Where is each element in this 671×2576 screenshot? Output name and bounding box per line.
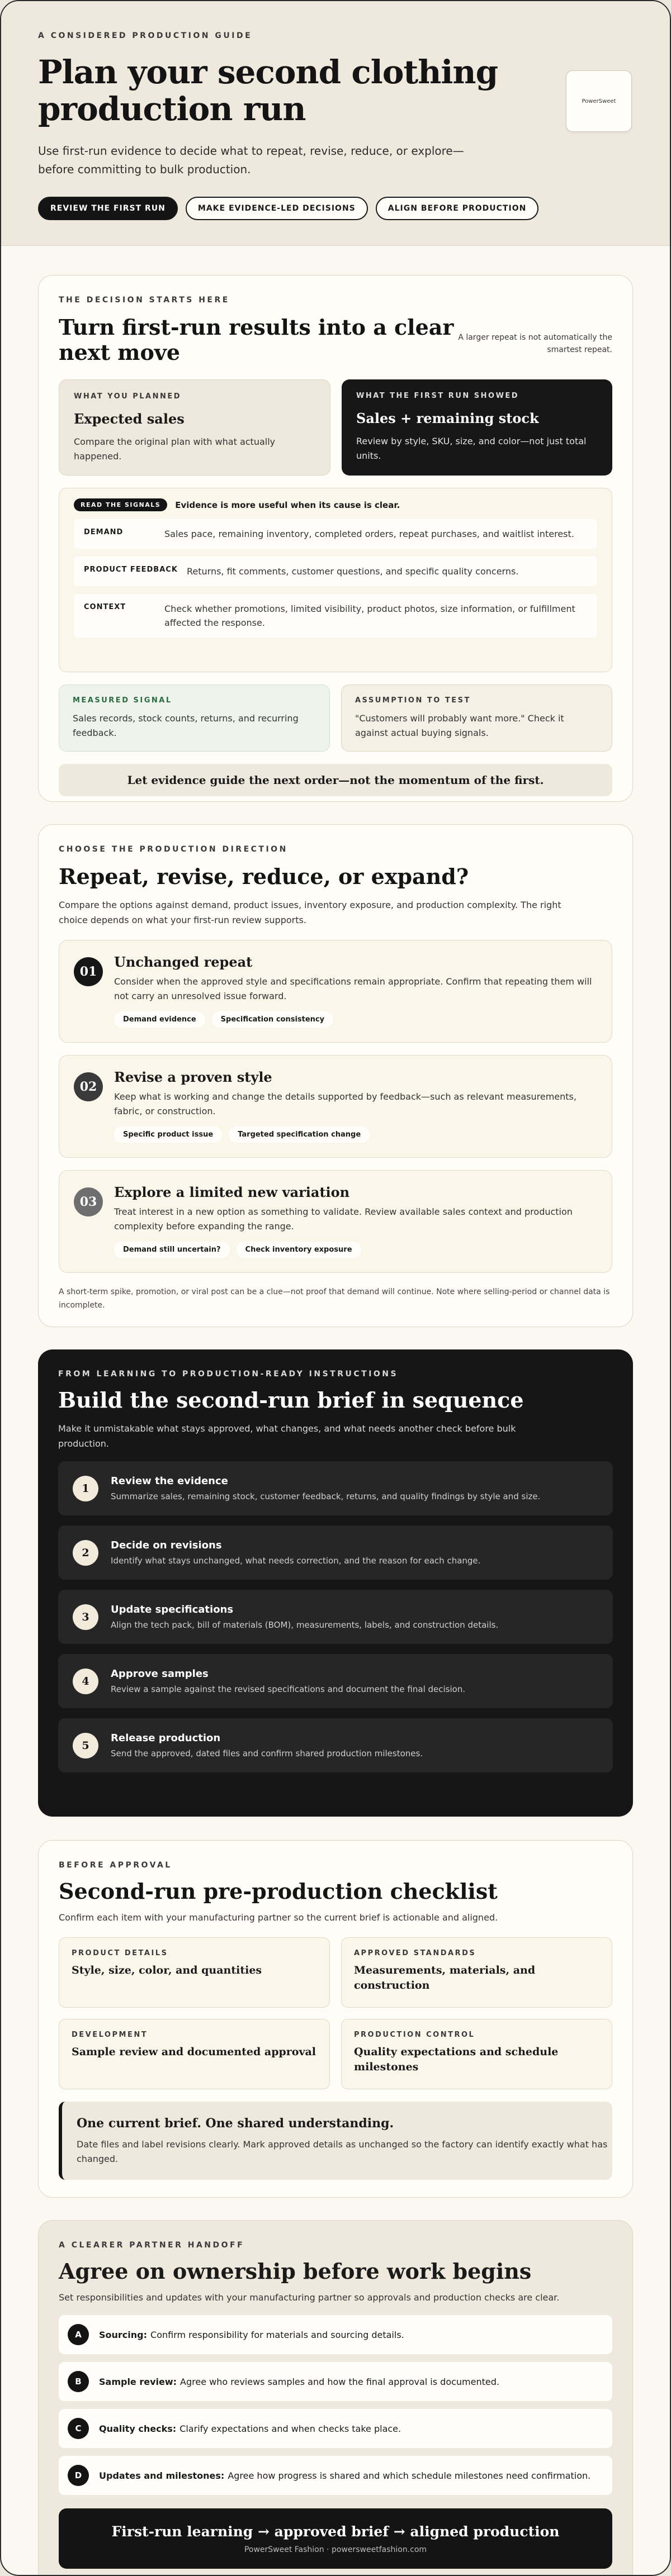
direction-title: Repeat, revise, reduce, or expand? (59, 864, 469, 889)
showed-eyebrow: WHAT THE FIRST RUN SHOWED (356, 392, 519, 400)
handoff-title: Agree on ownership before work begins (59, 2259, 532, 2284)
signal-value: Check whether promotions, limited visibility, product photos, size information, or fulfillment affected the response. (164, 603, 575, 628)
option-title: Unchanged repeat (114, 954, 253, 970)
comparison-row (59, 379, 612, 476)
step-number: 5 (73, 1733, 98, 1758)
direction-lede: Compare the options against demand, product issues, inventory exposure, and production complexity. The right choice depends on what your first-run review supports. (59, 900, 561, 925)
showed-card (342, 379, 612, 476)
hero-badges (38, 197, 633, 220)
badge-decisions: MAKE EVIDENCE-LED DECISIONS (186, 197, 368, 220)
ownership-letter: B (68, 2371, 89, 2392)
checklist-item-eyebrow: PRODUCT DETAILS (72, 1949, 168, 1957)
option-card (59, 940, 612, 1043)
checklist-grid (59, 1937, 612, 2089)
handoff-eyebrow: A CLEARER PARTNER HANDOFF (59, 2241, 245, 2250)
option-chips (114, 1127, 597, 1143)
checklist-item (59, 2019, 330, 2089)
brief-step (58, 1718, 613, 1772)
ownership-text: Agree who reviews samples and how the final approval is documented. (180, 2376, 499, 2387)
checklist-eyebrow: BEFORE APPROVAL (59, 1861, 172, 1870)
step-title: Release production (111, 1732, 221, 1744)
signal-assumption-row (59, 685, 612, 752)
checklist-item (341, 2019, 612, 2089)
brief-step (58, 1525, 613, 1580)
ownership-text: Confirm responsibility for materials and sourcing details. (150, 2329, 404, 2340)
ownership-letter: D (68, 2465, 89, 2486)
signals-panel (59, 488, 612, 672)
option-number: 02 (74, 1072, 103, 1101)
showed-title: Sales + remaining stock (356, 410, 539, 426)
brief-callout (59, 2102, 612, 2180)
badge-align: ALIGN BEFORE PRODUCTION (376, 197, 539, 220)
option-number: 01 (74, 957, 103, 986)
ownership-label: Sample review: (99, 2376, 177, 2387)
option-text: Treat interest in a new option as something to validate. Review available sales context and production complexity before expanding the range. (114, 1206, 573, 1232)
signal-row-feedback (74, 557, 597, 586)
option-chip: Targeted specification change (229, 1127, 370, 1143)
direction-eyebrow: CHOOSE THE PRODUCTION DIRECTION (59, 845, 288, 854)
final-banner (59, 2508, 612, 2569)
option-chip: Specific product issue (114, 1127, 222, 1143)
checklist-item (59, 1937, 330, 2008)
checklist-item-title: Style, size, color, and quantities (72, 1964, 262, 1976)
hero-lede: Use first-run evidence to decide what to repeat, revise, reduce, or explore—before committing to bulk production. (38, 144, 464, 176)
badge-review: REVIEW THE FIRST RUN (38, 197, 178, 220)
checklist-item-eyebrow: PRODUCTION CONTROL (354, 2031, 475, 2039)
option-chip: Specification consistency (212, 1011, 333, 1028)
signal-key: CONTEXT (84, 603, 126, 611)
step-number: 4 (73, 1669, 98, 1694)
option-card (59, 1170, 612, 1273)
direction-section (38, 824, 633, 1327)
ownership-letter: A (68, 2324, 89, 2345)
brief-step (58, 1654, 613, 1708)
option-chip: Demand still uncertain? (114, 1242, 230, 1258)
measured-eyebrow: MEASURED SIGNAL (73, 696, 172, 705)
step-number: 1 (73, 1476, 98, 1501)
ownership-row (59, 2456, 612, 2495)
step-title: Approve samples (111, 1668, 209, 1680)
showed-text: Review by style, SKU, size, and color—not just total units. (356, 436, 587, 461)
signals-header (74, 498, 597, 511)
ownership-text: Clarify expectations and when checks take place. (179, 2423, 401, 2434)
brand-logo (566, 70, 632, 132)
option-title: Revise a proven style (114, 1069, 272, 1085)
ownership-row (59, 2409, 612, 2448)
decision-note: A larger repeat is not automatically the smartest repeat. (458, 333, 612, 354)
callout-title: One current brief. One shared understanding. (77, 2116, 394, 2131)
assumption-card (341, 685, 612, 752)
brief-section (38, 1349, 633, 1817)
handoff-lede: Set responsibilities and updates with your manufacturing partner so approvals and production checks are clear. (59, 2292, 560, 2303)
step-text: Review a sample against the revised specifications and document the final decision. (111, 1684, 466, 1694)
signal-key: PRODUCT FEEDBACK (84, 565, 178, 574)
step-text: Send the approved, dated files and confirm shared production milestones. (111, 1748, 423, 1758)
checklist-item-title: Measurements, materials, and construction (354, 1964, 536, 1992)
step-title: Update specifications (111, 1604, 234, 1615)
checklist-title: Second-run pre-production checklist (59, 1879, 498, 1904)
evidence-banner: Let evidence guide the next order—not the momentum of the first. (59, 764, 612, 796)
planned-card (59, 379, 330, 476)
signals-tag: READ THE SIGNALS (74, 498, 167, 511)
brief-title: Build the second-run brief in sequence (58, 1387, 524, 1413)
ownership-label: Sourcing: (99, 2329, 148, 2340)
ownership-label: Updates and milestones: (99, 2470, 225, 2481)
hero-eyebrow: A CONSIDERED PRODUCTION GUIDE (38, 31, 253, 40)
assumption-eyebrow: ASSUMPTION TO TEST (355, 696, 471, 705)
checklist-item-eyebrow: DEVELOPMENT (72, 2031, 148, 2039)
step-number: 2 (73, 1540, 98, 1566)
option-title: Explore a limited new variation (114, 1184, 350, 1200)
brief-lede: Make it unmistakable what stays approved, what changes, and what needs another check before bulk production. (58, 1423, 516, 1449)
step-text: Align the tech pack, bill of materials (BOM), measurements, labels, and construction details. (111, 1620, 499, 1630)
step-title: Review the evidence (111, 1475, 228, 1487)
handoff-section (38, 2220, 633, 2576)
ownership-text: Agree how progress is shared and which schedule milestones need confirmation. (228, 2470, 591, 2481)
signal-value: Sales pace, remaining inventory, completed orders, repeat purchases, and waitlist interest. (164, 529, 574, 539)
brief-eyebrow: FROM LEARNING TO PRODUCTION-READY INSTRUCTIONS (58, 1370, 399, 1379)
assumption-text: "Customers will probably want more." Check it against actual buying signals. (355, 713, 564, 738)
checklist-item (341, 1937, 612, 2008)
option-card (59, 1055, 612, 1158)
ownership-row (59, 2315, 612, 2354)
hero (1, 1, 670, 246)
decision-eyebrow: THE DECISION STARTS HERE (59, 296, 230, 305)
brief-step (58, 1590, 613, 1644)
checklist-item-title: Sample review and documented approval (72, 2046, 316, 2058)
callout-text: Date files and label revisions clearly. Mark approved details as unchanged so the factory can identify exactly what has changed. (77, 2139, 608, 2164)
option-text: Consider when the approved style and specifications remain appropriate. Confirm that repeating them will not carry an unresolved issue forward. (114, 976, 592, 1001)
step-text: Identify what stays unchanged, what needs correction, and the reason for each change. (111, 1556, 481, 1566)
planned-title: Expected sales (74, 411, 185, 427)
measured-text: Sales records, stock counts, returns, and recurring feedback. (73, 713, 299, 738)
signal-key: DEMAND (84, 528, 124, 536)
planned-text: Compare the original plan with what actually happened. (74, 436, 276, 462)
step-number: 3 (73, 1604, 98, 1630)
option-chip: Demand evidence (114, 1011, 205, 1028)
planned-eyebrow: WHAT YOU PLANNED (74, 392, 182, 401)
signal-row-demand (74, 519, 597, 549)
option-number: 03 (74, 1187, 103, 1216)
checklist-item-title: Quality expectations and schedule milestones (354, 2046, 559, 2073)
brief-step (58, 1461, 613, 1515)
signals-title: Evidence is more useful when its cause is clear. (175, 500, 400, 510)
final-subtitle: PowerSweet Fashion · powersweetfashion.com (244, 2545, 427, 2554)
ownership-row (59, 2362, 612, 2401)
checklist-item-eyebrow: APPROVED STANDARDS (354, 1949, 476, 1957)
brand-logo-text: PowerSweet (582, 98, 616, 104)
option-text: Keep what is working and change the details supported by feedback—such as relevant measurements, fabric, or construction. (114, 1091, 577, 1116)
decision-section (38, 275, 633, 802)
decision-title: Turn first-run results into a clear next move (59, 315, 454, 365)
page-title: Plan your second clothing production run (38, 53, 498, 128)
option-chips (114, 1242, 597, 1258)
direction-footnote: A short-term spike, promotion, or viral post can be a clue—not proof that demand will continue. Note where selling-period or channel data is incomplete. (59, 1287, 610, 1310)
ownership-label: Quality checks: (99, 2423, 177, 2434)
checklist-section (38, 1840, 633, 2198)
ownership-letter: C (68, 2418, 89, 2439)
measured-signal-card (59, 685, 330, 752)
signal-value: Returns, fit comments, customer questions, and specific quality concerns. (187, 566, 519, 577)
final-title: First-run learning → approved brief → aligned production (111, 2523, 560, 2540)
checklist-lede: Confirm each item with your manufacturing partner so the current brief is actionable and aligned. (59, 1912, 498, 1923)
step-title: Decide on revisions (111, 1539, 222, 1551)
option-chip: Check inventory exposure (237, 1242, 361, 1258)
step-text: Summarize sales, remaining stock, customer feedback, returns, and quality findings by style and size. (111, 1491, 541, 1501)
option-chips (114, 1011, 597, 1028)
signal-row-context (74, 594, 597, 638)
